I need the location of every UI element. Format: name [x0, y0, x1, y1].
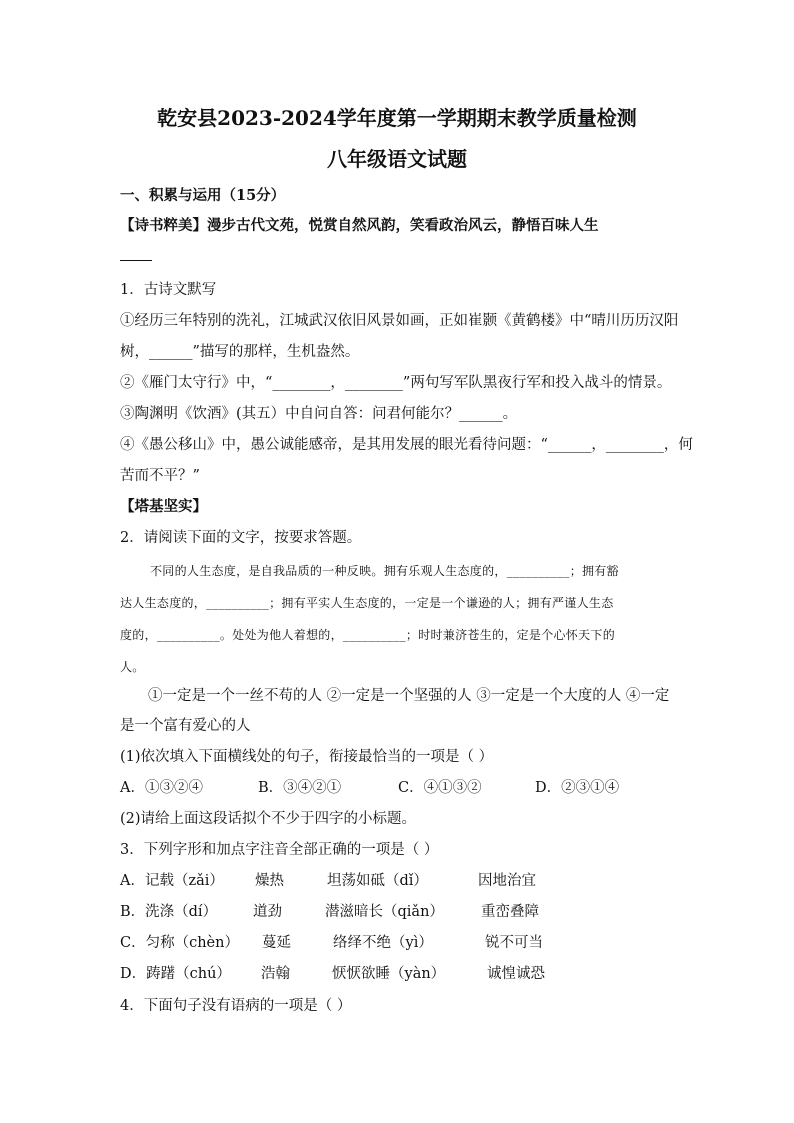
q1-item3: ③陶渊明《饮酒》(其五）中自问自答：问君何能尔？______。: [120, 406, 518, 422]
q1-stem: 1．古诗文默写: [120, 282, 217, 298]
q3-a-col1: A．记载（zǎi）: [120, 873, 224, 889]
q3-stem: 3．下列字形和加点字注音全部正确的一项是（ ）: [120, 842, 439, 858]
q2-option-a: A．①③②④: [120, 780, 203, 796]
q3-c-col1: C．匀称（chèn）: [120, 935, 239, 951]
q1-item1-line1: ①经历三年特别的洗礼，江城武汉依旧风景如画，正如崔颢《黄鹤楼》中“晴川历历汉阳: [120, 313, 679, 329]
q2-sub1: (1)依次填入下面横线处的句子，衔接最恰当的一项是（ ）: [120, 749, 494, 765]
q1-item1-line2: 树，______”描写的那样，生机盎然。: [120, 344, 360, 360]
q3-c-col2: 蔓延: [262, 935, 291, 951]
q3-b-col3: 潜滋暗长（qiǎn）: [325, 904, 444, 920]
q3-b-col2: 道劲: [253, 904, 282, 920]
q3-a-col3: 坦荡如砥（dǐ）: [327, 873, 428, 889]
q2-option-b: B．③④②①: [258, 780, 342, 796]
q2-passage-line1: 不同的人生态度，是自我品质的一种反映。拥有乐观人生态度的，__________；拥有豁: [150, 564, 619, 578]
q2-option-d: D．②③①④: [535, 780, 620, 796]
section-intro-text: 漫步古代文苑，悦赏自然风韵，笑看政治风云，静悟百味人生: [207, 217, 599, 234]
q3-a-col4: 因地治宜: [478, 873, 536, 889]
q4-stem: 4．下面句子没有语病的一项是（ ）: [120, 998, 352, 1014]
section-intro-tag: 【诗书粹美】: [120, 217, 207, 234]
q3-d-col3: 恹恹欲睡（yàn）: [332, 966, 446, 982]
q2-choices-line2: 是一个富有爱心的人: [120, 718, 251, 734]
section-tag: 【塔基坚实】: [120, 498, 207, 515]
q3-b-col4: 重峦叠障: [481, 904, 539, 920]
q2-option-c: C．④①③②: [398, 780, 482, 796]
q3-d-col1: D．踌躇（chú）: [120, 966, 231, 982]
q3-a-col2: 燥热: [255, 873, 284, 889]
q1-item4-line2: 苦而不平？”: [120, 468, 200, 484]
q2-stem: 2．请阅读下面的文字，按要求答题。: [120, 530, 362, 546]
intro-blank-line: [120, 260, 152, 261]
q3-b-col1: B．洗涤（dí）: [120, 904, 218, 920]
q3-c-col4: 锐不可当: [485, 935, 543, 951]
exam-subtitle: 八年级语文试题: [327, 147, 467, 171]
q2-passage-line4: 人。: [120, 660, 145, 674]
q2-passage-line2: 达人生态度的，__________；拥有平实人生态度的，一定是一个谦逊的人；拥有严谨人生态: [120, 596, 614, 610]
q2-passage-line3: 度的，__________。处处为他人着想的，__________；时时兼济苍生的，定是个心怀天下的: [120, 628, 616, 642]
q1-item2: ②《雁门太守行》中，“________，________”两句写军队黑夜行军和投入战斗的情景。: [120, 375, 672, 391]
section-intro: [120, 216, 599, 236]
q3-d-col2: 浩翰: [261, 966, 290, 982]
q2-sub2: (2)请给上面这段话拟个不少于四字的小标题。: [120, 811, 417, 827]
q1-item4-line1: ④《愚公移山》中，愚公诚能感帝，是其用发展的眼光看待问题：“______，________，何: [120, 437, 693, 453]
q3-c-col3: 络绎不绝（yì）: [333, 935, 433, 951]
q2-choices-line1: ①一定是一个一丝不苟的人 ②一定是一个坚强的人 ③一定是一个大度的人 ④一定: [148, 688, 670, 704]
exam-title: 乾安县2023-2024学年度第一学期期末教学质量检测: [157, 106, 637, 130]
section-heading: 一、积累与运用（15分）: [120, 187, 286, 204]
q3-d-col4: 诚惶诚恐: [487, 966, 545, 982]
